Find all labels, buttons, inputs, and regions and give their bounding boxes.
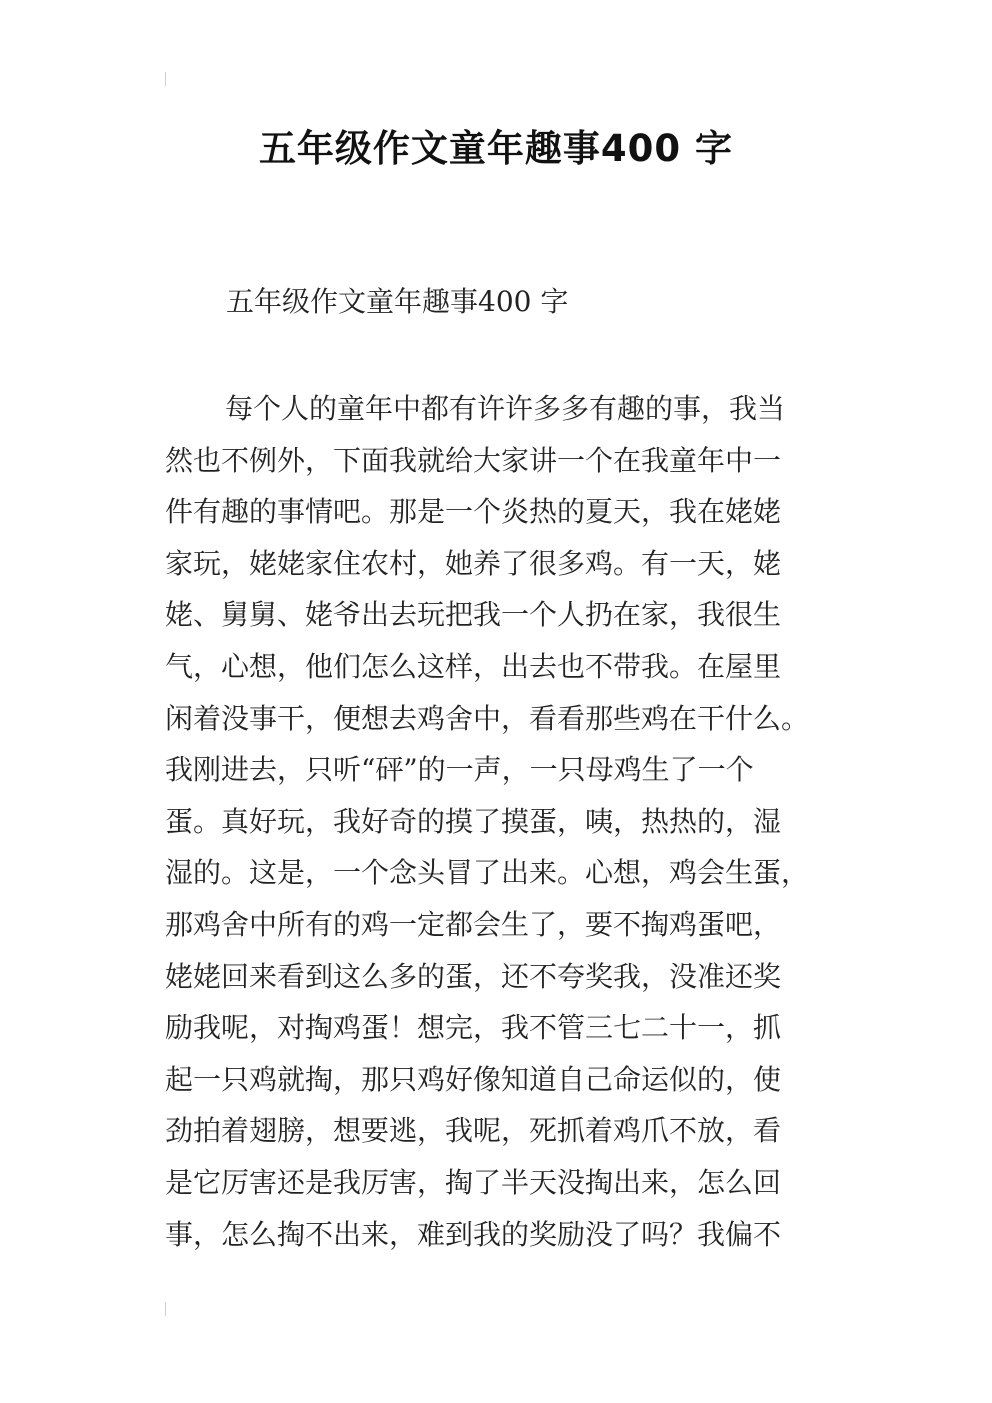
- text-line: 励我呢，对掏鸡蛋！想完，我不管三七二十一，抓: [165, 1011, 782, 1045]
- body-paragraph: [165, 383, 837, 1260]
- text-line: 那鸡舍中所有的鸡一定都会生了，要不掏鸡蛋吧，: [165, 907, 782, 941]
- text-line: 件有趣的事情吧。那是一个炎热的夏天，我在姥姥: [165, 495, 782, 529]
- text-line: 每个人的童年中都有许许多多有趣的事，我当: [225, 392, 786, 425]
- text-line: 蛋。真好玩，我好奇的摸了摸蛋，咦，热热的，湿: [165, 804, 782, 838]
- text-line: 起一只鸡就掏，那只鸡好像知道自己命运似的，使: [165, 1062, 782, 1096]
- document-title: 五年级作文童年趣事400 字: [258, 127, 734, 170]
- text-line: 我刚进去，只听“砰”的一声，一只母鸡生了一个: [165, 753, 754, 787]
- text-line: 湿的。这是，一个念头冒了出来。心想，鸡会生蛋，: [165, 856, 810, 890]
- text-line: 姥、舅舅、姥爷出去玩把我一个人扔在家，我很生: [165, 598, 782, 632]
- text-line: 然也不例外，下面我就给大家讲一个在我童年中一: [165, 443, 782, 477]
- text-line: 闲着没事干，便想去鸡舍中，看看那些鸡在干什么。: [165, 701, 810, 735]
- top-margin-mark: [165, 72, 166, 86]
- text-line: 姥姥回来看到这么多的蛋，还不夸奖我，没准还奖: [165, 959, 782, 993]
- text-line: 事，怎么掏不出来，难到我的奖励没了吗？我偏不: [165, 1217, 782, 1251]
- document-subtitle: 五年级作文童年趣事400 字: [226, 285, 569, 318]
- bottom-margin-mark: [165, 1302, 166, 1316]
- text-line: 家玩，姥姥家住农村，她养了很多鸡。有一天，姥: [165, 546, 782, 580]
- text-line: 劲拍着翅膀，想要逃，我呢，死抓着鸡爪不放，看: [165, 1114, 782, 1148]
- text-line: 气，心想，他们怎么这样，出去也不带我。在屋里: [165, 649, 782, 683]
- text-line: 是它厉害还是我厉害，掏了半天没掏出来，怎么回: [165, 1165, 782, 1199]
